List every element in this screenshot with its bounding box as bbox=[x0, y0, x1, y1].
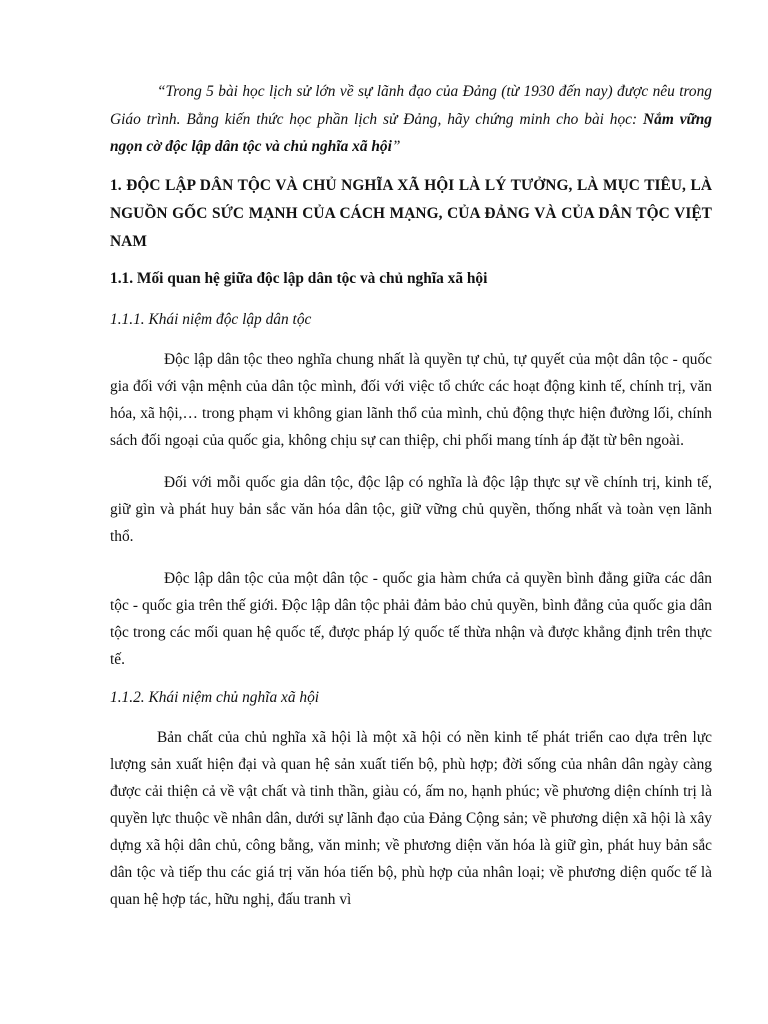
section-1-1-1-heading: 1.1.1. Khái niệm độc lập dân tộc bbox=[110, 310, 312, 328]
paragraph-independence-definition: Độc lập dân tộc theo nghĩa chung nhất là quyền tự chủ, tự quyết của một dân tộc - quốc gia đối với vận mệnh của dân tộc mình, đối với việc tổ chức các hoạt động kinh tế, chính trị, văn hóa, xã hội,… trong phạm vi không gian lãnh thổ của mình, chủ động thực hiện đường lối, chính sách đối ngoại của quốc gia, không chịu sự can thiệp, chi phối mang tính áp đặt từ bên ngoài. bbox=[110, 350, 712, 449]
section-1-heading: 1. ĐỘC LẬP DÂN TỘC VÀ CHỦ NGHĨA XÃ HỘI LÀ LÝ TƯỞNG, LÀ MỤC TIÊU, LÀ NGUỒN GỐC SỨC MẠNH CỦA CÁCH MẠNG, CỦA ĐẢNG VÀ CỦA DÂN TỘC VIỆT NAM bbox=[110, 176, 712, 250]
assignment-prompt-text: “Trong 5 bài học lịch sử lớn về sự lãnh đạo của Đảng (từ 1930 đến nay) được nêu trong Giáo trình. Bằng kiến thức học phần lịch sử Đảng, hãy chứng minh cho bài học: bbox=[110, 83, 712, 128]
section-1-1-2-heading: 1.1.2. Khái niệm chủ nghĩa xã hội bbox=[110, 688, 320, 706]
paragraph-independence-equality: Độc lập dân tộc của một dân tộc - quốc gia hàm chứa cả quyền bình đẳng giữa các dân tộc - quốc gia trên thế giới. Độc lập dân tộc phải đảm bảo chủ quyền, bình đẳng của quốc gia dân tộc trong các mối quan hệ quốc tế, được pháp lý quốc tế thừa nhận và được khẳng định trên thực tế. bbox=[110, 569, 712, 668]
assignment-prompt bbox=[110, 78, 712, 161]
assignment-prompt-lesson: Nắm vững ngọn cờ độc lập dân tộc và chủ nghĩa xã hội bbox=[110, 110, 712, 155]
paragraph-socialism-nature: Bản chất của chủ nghĩa xã hội là một xã hội có nền kinh tế phát triển cao dựa trên lực lượng sản xuất hiện đại và quan hệ sản xuất tiến bộ, phù hợp; đời sống của nhân dân ngày càng được cải thiện cả về vật chất và tinh thần, giàu có, ấm no, hạnh phúc; về phương diện chính trị là quyền lực thuộc về nhân dân, dưới sự lãnh đạo của Đảng Cộng sản; về phương diện xã hội là xây dựng xã hội dân chủ, công bằng, văn minh; về phương diện văn hóa là giữ gìn, phát huy bản sắc dân tộc và tiếp thu các giá trị văn hóa tiến bộ, phù hợp của nhân loại; về phương diện quốc tế là quan hệ hợp tác, hữu nghị, đấu tranh vì bbox=[110, 728, 712, 908]
assignment-prompt-close: ” bbox=[391, 138, 401, 155]
document-page bbox=[110, 78, 712, 928]
section-1-1-heading: 1.1. Mối quan hệ giữa độc lập dân tộc và chủ nghĩa xã hội bbox=[110, 269, 488, 287]
paragraph-independence-meaning: Đối với mỗi quốc gia dân tộc, độc lập có nghĩa là độc lập thực sự về chính trị, kinh tế, giữ gìn và phát huy bản sắc văn hóa dân tộc, giữ vững chủ quyền, thống nhất và toàn vẹn lãnh thổ. bbox=[110, 473, 712, 545]
